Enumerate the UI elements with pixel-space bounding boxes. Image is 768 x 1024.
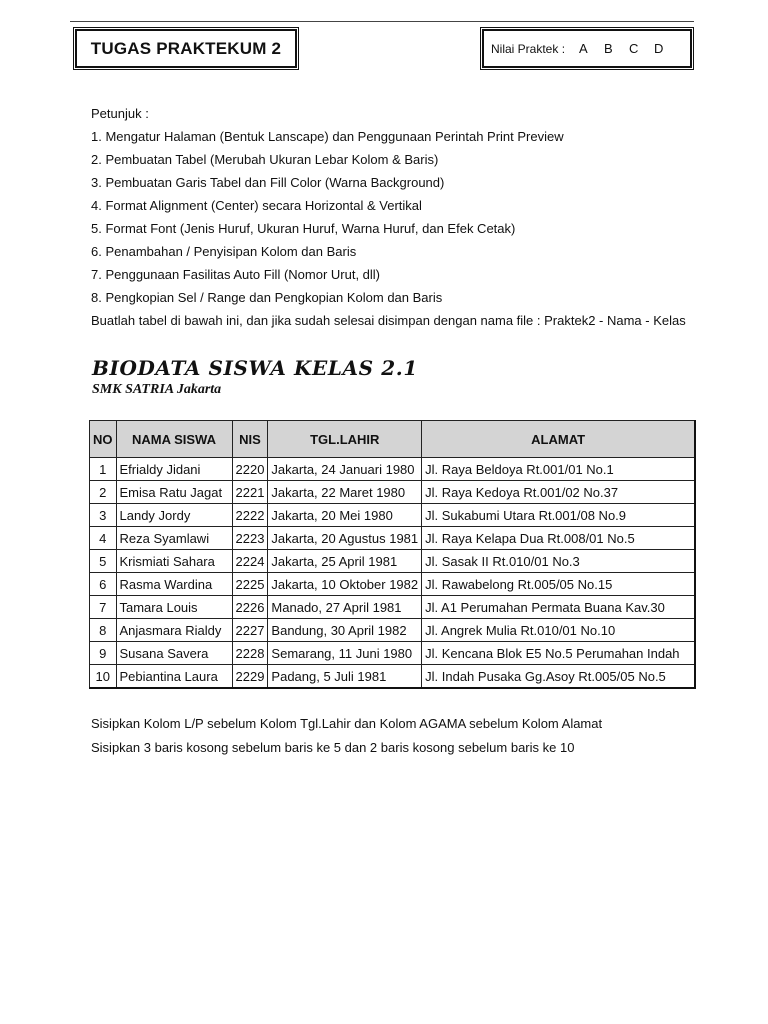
cell-nis: 2220 <box>232 458 268 481</box>
cell-name: Pebiantina Laura <box>116 665 232 689</box>
student-table <box>89 420 696 689</box>
cell-name: Krismiati Sahara <box>116 550 232 573</box>
table-row <box>90 481 696 504</box>
cell-nis: 2225 <box>232 573 268 596</box>
cell-no: 10 <box>90 665 117 689</box>
cell-no: 1 <box>90 458 117 481</box>
cell-nis: 2226 <box>232 596 268 619</box>
cell-name: Reza Syamlawi <box>116 527 232 550</box>
cell-birthdate: Jakarta, 24 Januari 1980 <box>268 458 422 481</box>
table-row <box>90 665 696 689</box>
cell-birthdate: Manado, 27 April 1981 <box>268 596 422 619</box>
grade-option-c: C <box>629 41 639 56</box>
instruction-item: 3. Pembuatan Garis Tabel dan Fill Color (Warna Background) <box>91 175 445 190</box>
cell-no: 2 <box>90 481 117 504</box>
cell-name: Anjasmara Rialdy <box>116 619 232 642</box>
cell-birthdate: Semarang, 11 Juni 1980 <box>268 642 422 665</box>
cell-no: 5 <box>90 550 117 573</box>
cell-no: 4 <box>90 527 117 550</box>
cell-birthdate: Jakarta, 20 Mei 1980 <box>268 504 422 527</box>
instruction-item: 7. Penggunaan Fasilitas Auto Fill (Nomor Urut, dll) <box>91 267 381 282</box>
instruction-item: 1. Mengatur Halaman (Bentuk Lanscape) dan Penggunaan Perintah Print Preview <box>91 129 564 144</box>
cell-no: 9 <box>90 642 117 665</box>
cell-name: Rasma Wardina <box>116 573 232 596</box>
cell-name: Landy Jordy <box>116 504 232 527</box>
cell-birthdate: Bandung, 30 April 1982 <box>268 619 422 642</box>
cell-nis: 2227 <box>232 619 268 642</box>
cell-address: Jl. Sasak II Rt.010/01 No.3 <box>422 550 696 573</box>
table-header-row <box>90 421 696 458</box>
cell-nis: 2228 <box>232 642 268 665</box>
cell-nis: 2221 <box>232 481 268 504</box>
cell-nis: 2223 <box>232 527 268 550</box>
cell-name: Tamara Louis <box>116 596 232 619</box>
cell-no: 3 <box>90 504 117 527</box>
cell-address: Jl. Rawabelong Rt.005/05 No.15 <box>422 573 696 596</box>
table-row <box>90 596 696 619</box>
grade-label: Nilai Praktek : <box>491 41 566 56</box>
grade-options <box>579 41 679 56</box>
table-row <box>90 550 696 573</box>
grade-option-a: A <box>579 41 588 56</box>
cell-no: 8 <box>90 619 117 642</box>
save-instruction: Buatlah tabel di bawah ini, dan jika sudah selesai disimpan dengan nama file : Praktek2 - Nama - Kelas <box>91 313 686 328</box>
instruction-item: 2. Pembuatan Tabel (Merubah Ukuran Lebar Kolom & Baris) <box>91 152 439 167</box>
assignment-title: TUGAS PRAKTEKUM 2 <box>90 38 282 58</box>
instruction-item: 4. Format Alignment (Center) secara Horizontal & Vertikal <box>91 198 422 213</box>
instruction-item: 5. Format Font (Jenis Huruf, Ukuran Huruf, Warna Huruf, dan Efek Cetak) <box>91 221 516 236</box>
column-header-nis: NIS <box>232 421 268 458</box>
notes <box>91 712 602 760</box>
assignment-title-box <box>73 27 299 70</box>
cell-nis: 2222 <box>232 504 268 527</box>
cell-address: Jl. Sukabumi Utara Rt.001/08 No.9 <box>422 504 696 527</box>
cell-name: Emisa Ratu Jagat <box>116 481 232 504</box>
cell-birthdate: Jakarta, 10 Oktober 1982 <box>268 573 422 596</box>
table-row <box>90 642 696 665</box>
biodata-title: BIODATA SISWA KELAS 2.1 <box>92 356 418 380</box>
column-header-no: NO <box>90 421 117 458</box>
cell-no: 7 <box>90 596 117 619</box>
instruction-item: 6. Penambahan / Penyisipan Kolom dan Baris <box>91 244 357 259</box>
cell-address: Jl. Raya Beldoya Rt.001/01 No.1 <box>422 458 696 481</box>
grade-box <box>480 27 694 70</box>
cell-name: Efrialdy Jidani <box>116 458 232 481</box>
cell-address: Jl. A1 Perumahan Permata Buana Kav.30 <box>422 596 696 619</box>
table-row <box>90 619 696 642</box>
cell-birthdate: Padang, 5 Juli 1981 <box>268 665 422 689</box>
table-row <box>90 573 696 596</box>
cell-name: Susana Savera <box>116 642 232 665</box>
biodata-subtitle: SMK SATRIA Jakarta <box>92 382 222 397</box>
note-insert-columns: Sisipkan Kolom L/P sebelum Kolom Tgl.Lahir dan Kolom AGAMA sebelum Kolom Alamat <box>91 716 603 731</box>
cell-birthdate: Jakarta, 22 Maret 1980 <box>268 481 422 504</box>
column-header-birthdate: TGL.LAHIR <box>268 421 422 458</box>
table-row <box>90 527 696 550</box>
cell-address: Jl. Indah Pusaka Gg.Asoy Rt.005/05 No.5 <box>422 665 696 689</box>
cell-no: 6 <box>90 573 117 596</box>
cell-address: Jl. Angrek Mulia Rt.010/01 No.10 <box>422 619 696 642</box>
instructions <box>91 102 686 332</box>
grade-option-d: D <box>654 41 664 56</box>
cell-nis: 2224 <box>232 550 268 573</box>
top-divider <box>70 21 694 22</box>
instructions-heading: Petunjuk : <box>91 106 149 121</box>
grade-option-b: B <box>604 41 613 56</box>
cell-nis: 2229 <box>232 665 268 689</box>
column-header-address: ALAMAT <box>422 421 696 458</box>
cell-address: Jl. Raya Kedoya Rt.001/02 No.37 <box>422 481 696 504</box>
cell-birthdate: Jakarta, 25 April 1981 <box>268 550 422 573</box>
column-header-name: NAMA SISWA <box>116 421 232 458</box>
cell-address: Jl. Raya Kelapa Dua Rt.008/01 No.5 <box>422 527 696 550</box>
table-row <box>90 458 696 481</box>
instruction-item: 8. Pengkopian Sel / Range dan Pengkopian Kolom dan Baris <box>91 290 443 305</box>
cell-address: Jl. Kencana Blok E5 No.5 Perumahan Indah <box>422 642 696 665</box>
note-insert-rows: Sisipkan 3 baris kosong sebelum baris ke 5 dan 2 baris kosong sebelum baris ke 10 <box>91 740 575 755</box>
table-row <box>90 504 696 527</box>
cell-birthdate: Jakarta, 20 Agustus 1981 <box>268 527 422 550</box>
